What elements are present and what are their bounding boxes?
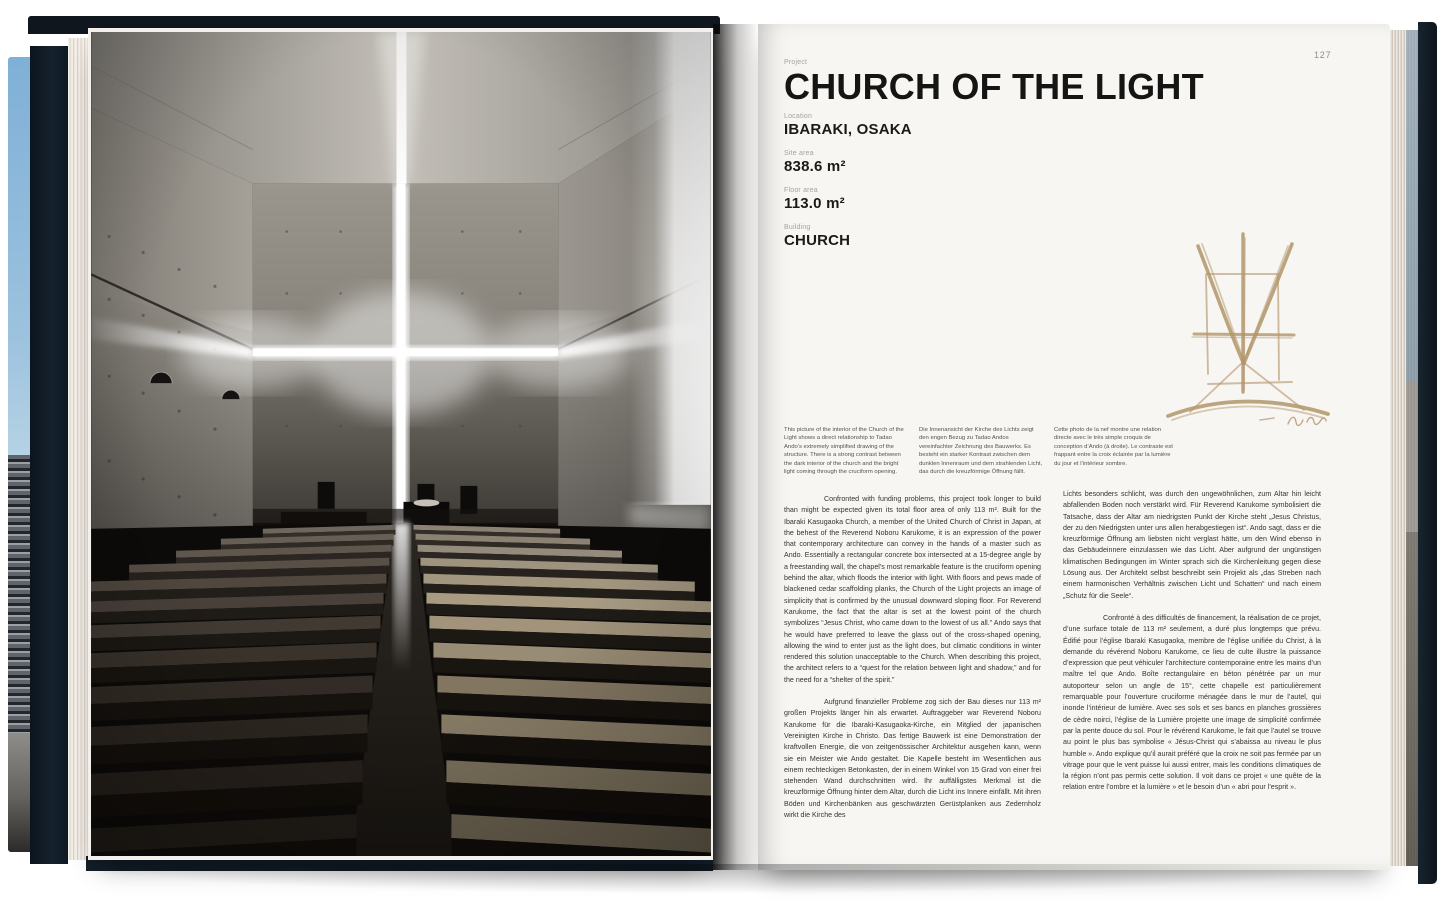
building-label: Building <box>784 224 811 231</box>
body-german-part2: Lichts besonders schlicht, was durch den ungewöhnlichen, zum Altar hin leicht abfallenden Boden noch verstärkt wird. Für Reverend Karukome symbolisiert die Tatsache, dass der Altar am niedrigsten Punkt der Kirche steht „Jesus Christus, der zu den Niedrigsten unter uns allen herabgestiegen ist“. Ando sagt, dass er die kreuzförmige Öffnung am liebsten nicht verglast hätte, um den Wind ebenso in das Gebäudeinnere einzulassen wie das Licht. Aber aufgrund der ungünstigen klimatischen Bedingungen im Winter sprach sich die Kirchenleitung gegen diese Lösung aus. Der Architekt selbst beschreibt sein Projekt als „das Streben nach einem harmonischen Verhältnis zwischen Licht und Schatten“ und nach einem „Schutz für die Seele“. <box>1063 490 1321 600</box>
floor-area-value: 113.0 m² <box>784 195 845 212</box>
body-french: Confronté à des difficultés de financement, la réalisation de ce projet, d’une surface totale de 113 m² seulement, a duré plus longtemps que prévu. Édifié pour l’église Ibaraki Kasugaoka, membre de l’église unifiée du Christ, à la demande du révérend Noboru Karukome, ce lieu de culte illustre la puissance d’expression que peut véhiculer l’architecture contemporaine entre les mains d’un maître tel que Ando. Boîte rectangulaire en béton pénétrée par un mur autoporteur selon un angle de 15°, cette chapelle est particulièrement remarquable pour l’ouverture cruciforme ménagée dans le mur de l’autel, qui inonde l’intérieur de lumière. Avec ses sols et ses bancs en planches grossières de cèdre noirci, l’église de la Lumière projette une image de simplicité confirmée par la pente douce du sol. Pour le révérend Karukome, le fait que l’autel se trouve au point le plus bas symbolise « Jésus-Christ qui s’abaissa au niveau le plus humble ». Ando explique qu’il aurait préféré que la croix ne soit pas fermée par un vitrage pour que le vent puisse lui aussi entrer, mais les conditions climatiques de la région n’ont pas permis cette solution. Il voit dans ce projet « une quête de la relation entre l’ombre et la lumière » et le besoin d’un « abri pour l’esprit ». <box>1063 613 1321 792</box>
cover-building <box>8 455 31 733</box>
location-value: IBARAKI, OSAKA <box>784 121 912 138</box>
book-cover-left <box>30 46 68 864</box>
project-label: Project <box>784 59 808 66</box>
book-cover-right <box>1418 22 1437 884</box>
left-page <box>88 28 714 860</box>
caption-english: This picture of the interior of the Church of the Light shows a direct relationship to Tadao Ando’s extremely simplified drawing of the structure. There is a strong contrast between the dark interior of the church and the bright light coming through the cruciform opening. <box>784 427 904 476</box>
caption-german: Die Innenansicht der Kirche des Lichts zeigt den engen Bezug zu Tadao Andos vereinfachter Zeichnung des Bauwerks. Es besteht ein starker Kontrast zwischen dem dunklen Innenraum und dem strahlenden Licht, das durch die kreuzförmige Öffnung fällt. <box>919 427 1043 476</box>
page-title: CHURCH OF THE LIGHT <box>784 66 1204 107</box>
book-cover-photo-strip <box>8 57 31 852</box>
caption-french: Cette photo de la nef montre une relation directe avec le très simple croquis de conception d’Ando (à droite). Le contraste est frappant entre la croix éclairée par la lumière du jour et l’intérieur sombre. <box>1054 427 1173 467</box>
site-area-value: 838.6 m² <box>784 158 846 175</box>
page-edges-right <box>1390 30 1406 866</box>
site-area-label: Site area <box>784 150 814 157</box>
floor-area-label: Floor area <box>784 187 818 194</box>
caption-row <box>784 426 1194 476</box>
body-column-1 <box>784 494 1041 832</box>
body-english: Confronted with funding problems, this project took longer to build than might be expected given its total floor area of only 113 m². Built for the Ibaraki Kasugaoka Church, a member of the United Church of Christ in Japan, at the behest of the Reverend Noboru Karukome, it is an expression of the power that contemporary architecture can convey in the hands of a master such as Ando. Essentially a rectangular concrete box intersected at a 15-degree angle by a freestanding wall, the chapel’s most remarkable feature is the cruciform opening behind the altar, which floods the interior with light. With floors and pews made of blackened cedar scaffolding planks, the Church of the Light projects an image of simplicity that is confirmed by the unusual downward sloping floor. For Reverend Karukome, the fact that the altar is set at the lowest point of the church symbolizes “Jesus Christ, who came down to the lowest of us all.” Ando says that he would have preferred to leave the glass out of the cross-shaped opening, allowing the wind to enter just as the light does, but climatic conditions in winter rendered this solution unacceptable to the Church. When describing this project, the architect refers to a “quest for the relation between light and shadow,” and for the need for a “shelter of the spirit.” <box>784 495 1041 684</box>
building-value: CHURCH <box>784 232 851 249</box>
body-german-part1: Aufgrund finanzieller Probleme zog sich der Bau dieses nur 113 m² großen Projekts länger hin als erwartet. Auftraggeber war Reverend Noboru Karukome für die Ibaraki-Kasugaoka-Kirche, ein Mitglied der japanischen Vereinigten Kirche in Christo. Das fertige Bauwerk ist eine Demonstration der kraftvollen Energie, die von zeitgenössischer Architektur ausgehen kann, wenn sie ein Meister wie Ando gestaltet. Die Kapelle besteht im Wesentlichen aus einem rechteckigen Betonkasten, der in einem Winkel von 15 Grad von einer frei stehenden Wand durchschnitten wird. Ihr auffälligstes Merkmal ist die kreuzförmige Öffnung hinter dem Altar, durch die Licht ins Innere einfällt. Mit ihren Böden und Kirchenbänken aus geschwärzten Gerüstplanken aus Zedernholz wirkt die Kirche des <box>784 698 1041 820</box>
church-interior-photo <box>91 32 711 856</box>
book-shadow <box>60 864 1400 894</box>
page-edges-left <box>68 38 89 860</box>
ando-concept-sketch <box>1142 222 1348 438</box>
page-edges-print <box>1406 30 1418 866</box>
cover-ground <box>8 733 31 852</box>
body-column-2 <box>1063 489 1321 805</box>
location-label: Location <box>784 113 813 120</box>
cover-sky <box>8 57 31 455</box>
right-page <box>758 24 1390 870</box>
page-number: 127 <box>1314 50 1332 60</box>
